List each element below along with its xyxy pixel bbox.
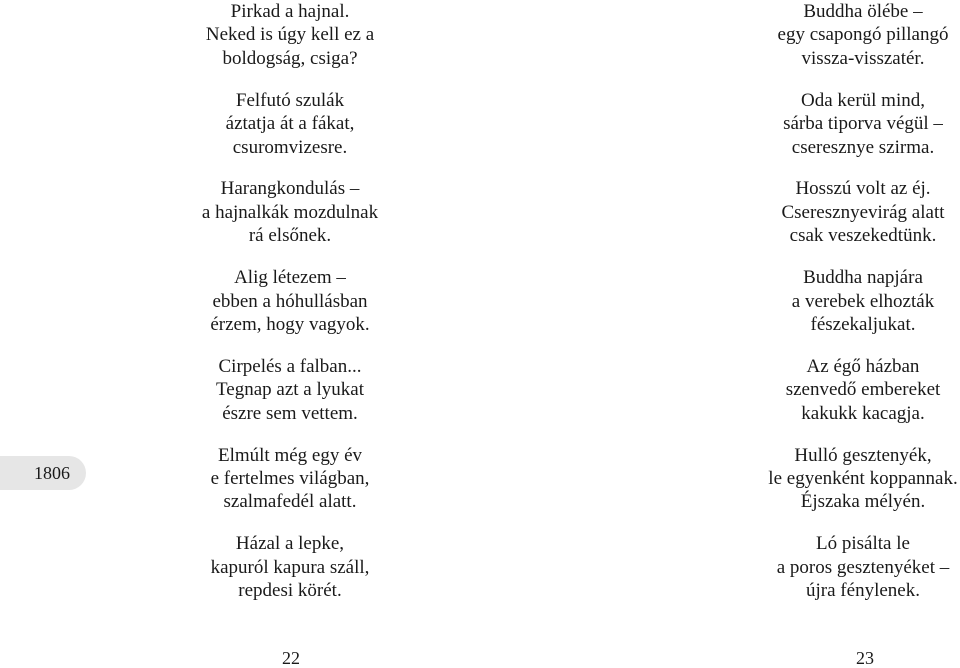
poem-line: Cseresznyevirág alatt: [781, 201, 945, 223]
poem-line: Oda kerül mind,: [800, 89, 925, 111]
poem-stanza: [150, 444, 430, 514]
poem-line: rá elsőnek.: [248, 225, 332, 247]
left-page-poems: [150, 0, 430, 621]
page-number-right: 23: [856, 648, 874, 668]
poem-line: újra fénylenek.: [806, 580, 920, 602]
poem-line: Éjszaka mélyén.: [800, 491, 926, 513]
poem-stanza: [727, 0, 960, 70]
poem-stanza: [150, 532, 430, 602]
poem-line: áztatja át a fákat,: [225, 113, 355, 135]
poem-line: kapuról kapura száll,: [210, 556, 370, 578]
poem-line: kakukk kacagja.: [801, 402, 925, 424]
poem-line: Az égő házban: [806, 355, 920, 377]
poem-line: vissza-visszatér.: [801, 47, 925, 69]
poem-stanza: [150, 89, 430, 159]
poem-stanza: [150, 355, 430, 425]
poem-line: Pirkad a hajnal.: [230, 1, 350, 22]
poem-line: Alig létezem –: [234, 267, 346, 289]
poem-line: Felfutó szulák: [235, 89, 345, 111]
poem-line: észre sem vettem.: [222, 402, 358, 424]
poem-line: fészekaljukat.: [810, 313, 916, 335]
poem-stanza: [727, 444, 960, 514]
poem-line: Buddha ölébe –: [803, 1, 923, 22]
poem-line: le egyenként koppannak.: [768, 468, 958, 489]
poem-line: Tegnap azt a lyukat: [216, 379, 364, 401]
poem-stanza: [727, 89, 960, 159]
poem-line: csak veszekedtünk.: [789, 225, 937, 247]
poem-line: csuromvizesre.: [232, 136, 348, 158]
poem-line: érzem, hogy vagyok.: [210, 313, 370, 335]
poem-line: szalmafedél alatt.: [223, 491, 357, 513]
poem-line: Neked is úgy kell ez a: [205, 24, 375, 46]
poem-line: Buddha napjára: [803, 267, 923, 289]
poem-stanza: [150, 177, 430, 247]
poem-line: Harangkondulás –: [220, 178, 360, 200]
poem-stanza: [727, 532, 960, 602]
poem-line: Ló pisálta le: [816, 533, 910, 555]
right-page-poems: [727, 0, 960, 621]
poem-stanza: [150, 0, 430, 70]
page-number-left: 22: [282, 648, 300, 668]
poem-line: repdesi körét.: [238, 580, 342, 602]
poem-line: szenvedő embereket: [785, 379, 941, 401]
poem-line: a verebek elhozták: [791, 290, 935, 312]
poem-line: boldogság, csiga?: [222, 47, 358, 69]
poem-line: egy csapongó pillangó: [777, 24, 949, 46]
poem-line: a poros gesztenyéket –: [776, 556, 950, 578]
poem-line: Hulló gesztenyék,: [794, 444, 932, 466]
poem-line: cseresznye szirma.: [791, 136, 935, 158]
poem-stanza: [727, 177, 960, 247]
poem-line: a hajnalkák mozdulnak: [201, 201, 379, 223]
poem-line: sárba tiporva végül –: [783, 113, 943, 135]
poem-line: Házal a lepke,: [235, 533, 345, 555]
poem-stanza: [150, 266, 430, 336]
poem-line: Cirpelés a falban...: [218, 355, 362, 377]
year-tab: 1806: [0, 456, 86, 490]
poem-stanza: [727, 355, 960, 425]
poem-line: ebben a hóhullásban: [212, 290, 368, 312]
poem-line: e fertelmes világban,: [210, 468, 370, 489]
poem-stanza: [727, 266, 960, 336]
poem-line: Hosszú volt az éj.: [795, 178, 931, 200]
poem-line: Elmúlt még egy év: [217, 444, 363, 466]
